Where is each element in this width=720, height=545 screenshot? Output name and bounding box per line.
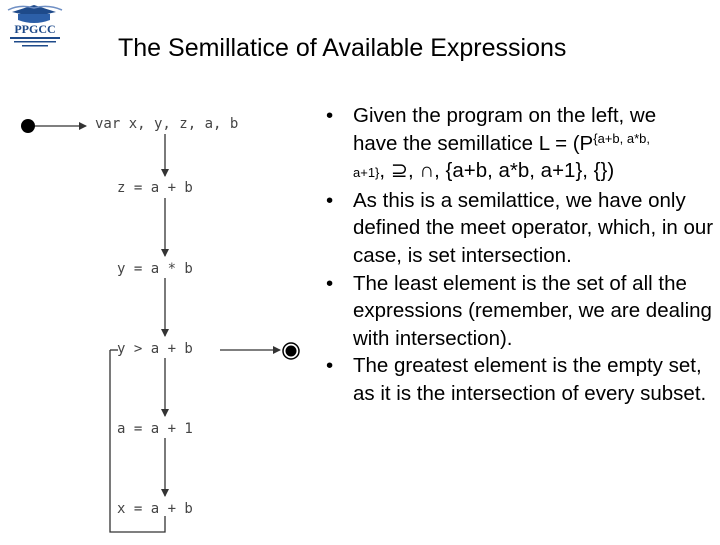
bullet-1-line-1: Given the program on the left, we xyxy=(353,104,657,127)
entry-node xyxy=(21,119,35,133)
bullet-item xyxy=(322,270,720,353)
stmt-y-assign: y = a * b xyxy=(117,261,193,277)
bullet-2-text: As this is a semilattice, we have only defined the meet operator, which, in our case, is set intersection. xyxy=(353,188,714,267)
bullet-item xyxy=(322,352,720,407)
bullet-list xyxy=(322,102,720,408)
bullet-1-line-2: have the semillatice $L = (P^{\{a+b, a*b,}$ xyxy=(353,130,650,155)
exit-node xyxy=(286,346,297,357)
stmt-x-assign: x = a + b xyxy=(117,501,193,517)
stmt-a-assign: a = a + 1 xyxy=(117,421,193,437)
bullet-dot: • xyxy=(326,188,334,212)
bullet-item xyxy=(322,187,720,270)
loop-return xyxy=(110,436,165,444)
program-flowgraph xyxy=(0,0,300,540)
bullet-dot: • xyxy=(326,354,334,378)
stmt-var: var x, y, z, a, b xyxy=(95,116,239,132)
bullet-dot: • xyxy=(326,104,334,127)
slide-title: The Semillatice of Available Expressions xyxy=(118,34,567,62)
svg-text:PPGCC: PPGCC xyxy=(14,22,56,36)
bullet-dot: • xyxy=(326,271,334,295)
bullet-4-text: The greatest element is the empty set, as it is the intersection of every subset. xyxy=(353,354,707,405)
bullet-item xyxy=(322,102,720,187)
bullet-1-line-3: a+1}, ⊇, ∩, {a+b, a*b, a+1}, {}) xyxy=(353,159,615,183)
stmt-z-assign: z = a + b xyxy=(117,180,193,196)
bullet-3-text: The least element is the set of all the expressions (remember, we are dealing with intersection). xyxy=(353,271,712,350)
stmt-branch: y > a + b xyxy=(117,341,193,357)
